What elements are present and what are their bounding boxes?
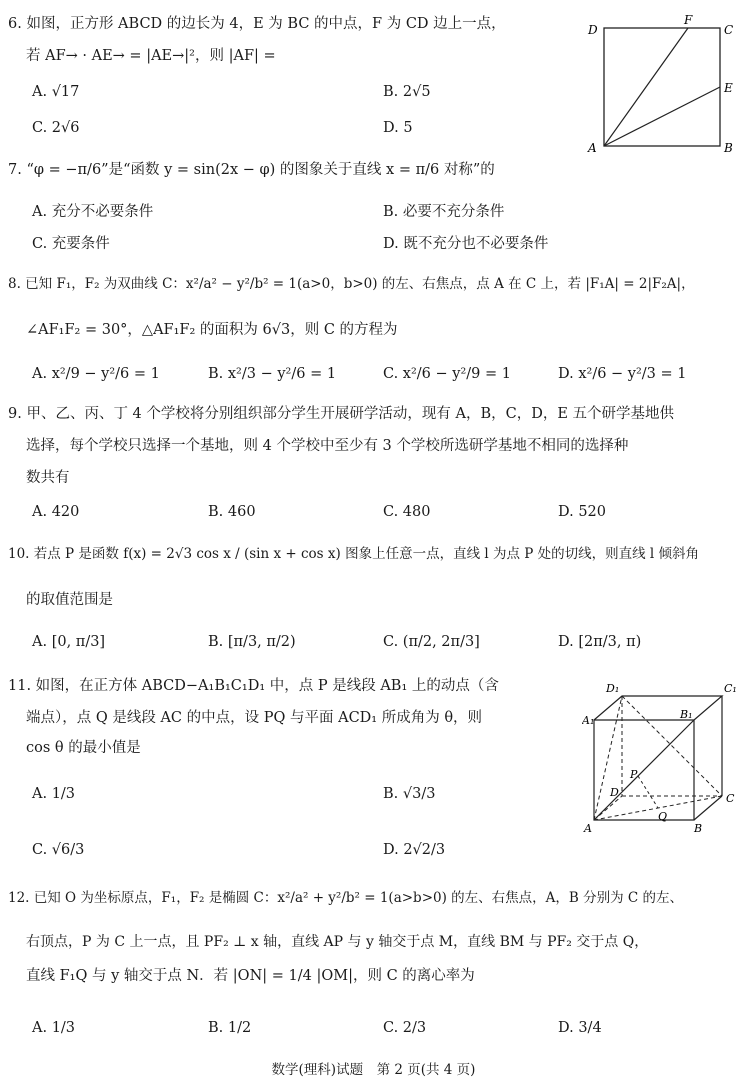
q12-option-d: D. 3/4 [558,1020,602,1036]
q6-option-d: D. 5 [383,120,413,136]
segment-af [604,28,688,146]
q6-line1: 6. 如图，正方形 ABCD 的边长为 4，E 为 BC 的中点，F 为 CD 边上一点， [8,16,506,32]
label-d1: D₁ [606,682,620,695]
q10-line1: 10. 若点 P 是函数 f(x) = 2√3 cos x / (sin x + cos x) 图象上任意一点，直线 l 为点 P 处的切线，则直线 l 倾斜角 [8,546,700,562]
q11-line3: cos θ 的最小值是 [26,740,141,756]
segment-d1c [622,696,722,796]
q11-option-b: B. √3/3 [383,786,436,802]
label-e: E [724,81,733,95]
square-abcd [604,28,720,146]
q8-option-a: A. x²/9 − y²/6 = 1 [32,366,160,382]
q9-option-d: D. 520 [558,504,607,520]
q9-line3: 数共有 [26,470,70,486]
segment-ab1 [594,720,694,820]
label-a1: A₁ [582,714,595,727]
q11-option-c: C. √6/3 [32,842,85,858]
segment-pq [638,776,658,808]
q7-option-a: A. 充分不必要条件 [32,204,154,220]
q9-line2: 选择，每个学校只选择一个基地，则 4 个学校中至少有 3 个学校所选研学基地不相同的选择种 [26,438,629,454]
q8-option-c: C. x²/6 − y²/9 = 1 [383,366,511,382]
q10-option-d: D. [2π/3, π) [558,634,642,650]
edge-b-c [694,796,722,820]
label-c: C [724,23,734,37]
label-d: D [588,23,598,37]
q7-option-d: D. 既不充分也不必要条件 [383,236,549,252]
label-f: F [684,14,693,27]
label-a: A [584,822,592,835]
q10-option-a: A. [0, π/3] [32,634,106,650]
q10-option-c: C. (π/2, 2π/3] [383,634,480,650]
q12-line1: 12. 已知 O 为坐标原点，F₁，F₂ 是椭圆 C：x²/a² + y²/b² = 1(a>b>0) 的左、右焦点，A，B 分别为 C 的左、 [8,890,684,906]
q6-square-figure [580,14,740,156]
label-b1: B₁ [680,708,693,721]
label-d: D [610,786,619,799]
q9-option-a: A. 420 [32,504,80,520]
q12-option-c: C. 2/3 [383,1020,427,1036]
q9-option-b: B. 460 [208,504,256,520]
q8-line2: ∠AF₁F₂ = 30°，△AF₁F₂ 的面积为 6√3，则 C 的方程为 [26,322,398,338]
q8-option-b: B. x²/3 − y²/6 = 1 [208,366,337,382]
q11-option-a: A. 1/3 [32,786,76,802]
q7-option-c: C. 充要条件 [32,236,110,252]
q8-option-d: D. x²/6 − y²/3 = 1 [558,366,687,382]
label-c1: C₁ [724,682,737,695]
q9-line1: 9. 甲、乙、丙、丁 4 个学校将分别组织部分学生开展研学活动，现有 A，B，C，D，E 五个研学基地供 [8,406,675,422]
q6-option-b: B. 2√5 [383,84,431,100]
label-q: Q [658,810,668,823]
label-a: A [588,141,597,155]
q12-line3: 直线 F₁Q 与 y 轴交于点 N．若 |ON| = 1/4 |OM|，则 C 的离心率为 [26,968,475,984]
q7-line1: 7. “φ = −π/6”是“函数 y = sin(2x − φ) 的图象关于直线 x = π/6 对称”的 [8,162,495,178]
label-p: P [630,768,638,781]
label-c: C [726,792,735,805]
segment-ae [604,87,720,146]
q12-option-b: B. 1/2 [208,1020,252,1036]
q11-line2: 端点），点 Q 是线段 AC 的中点，设 PQ 与平面 ACD₁ 所成角为 θ，则 [26,710,483,726]
q9-option-c: C. 480 [383,504,431,520]
page-footer: 数学(理科)试题 第 2 页(共 4 页) [271,1062,476,1078]
q12-option-a: A. 1/3 [32,1020,76,1036]
label-b: B [694,822,703,835]
q11-option-d: D. 2√2/3 [383,842,446,858]
q10-option-b: B. [π/3, π/2) [208,634,296,650]
q7-option-b: B. 必要不充分条件 [383,204,505,220]
cube-top-edges [594,696,722,720]
q10-line2: 的取值范围是 [26,592,113,608]
q8-line1: 8. 已知 F₁，F₂ 为双曲线 C：x²/a² − y²/b² = 1(a>0，b>0) 的左、右焦点，点 A 在 C 上，若 |F₁A| = 2|F₂A|， [8,276,695,292]
q11-line1: 11. 如图，在正方体 ABCD−A₁B₁C₁D₁ 中，点 P 是线段 AB₁ 上的动点（含 [8,678,499,694]
q6-option-a: A. √17 [32,84,80,100]
q6-line2: 若 AF→ · AE→ = |AE→|²，则 |AF| = [26,48,276,64]
q6-option-c: C. 2√6 [32,120,80,136]
segment-ad1 [594,696,622,820]
q12-line2: 右顶点，P 为 C 上一点，且 PF₂ ⊥ x 轴，直线 AP 与 y 轴交于点 M，直线 BM 与 PF₂ 交于点 Q， [26,934,649,950]
q11-cube-figure [582,678,742,838]
label-b: B [724,141,733,155]
